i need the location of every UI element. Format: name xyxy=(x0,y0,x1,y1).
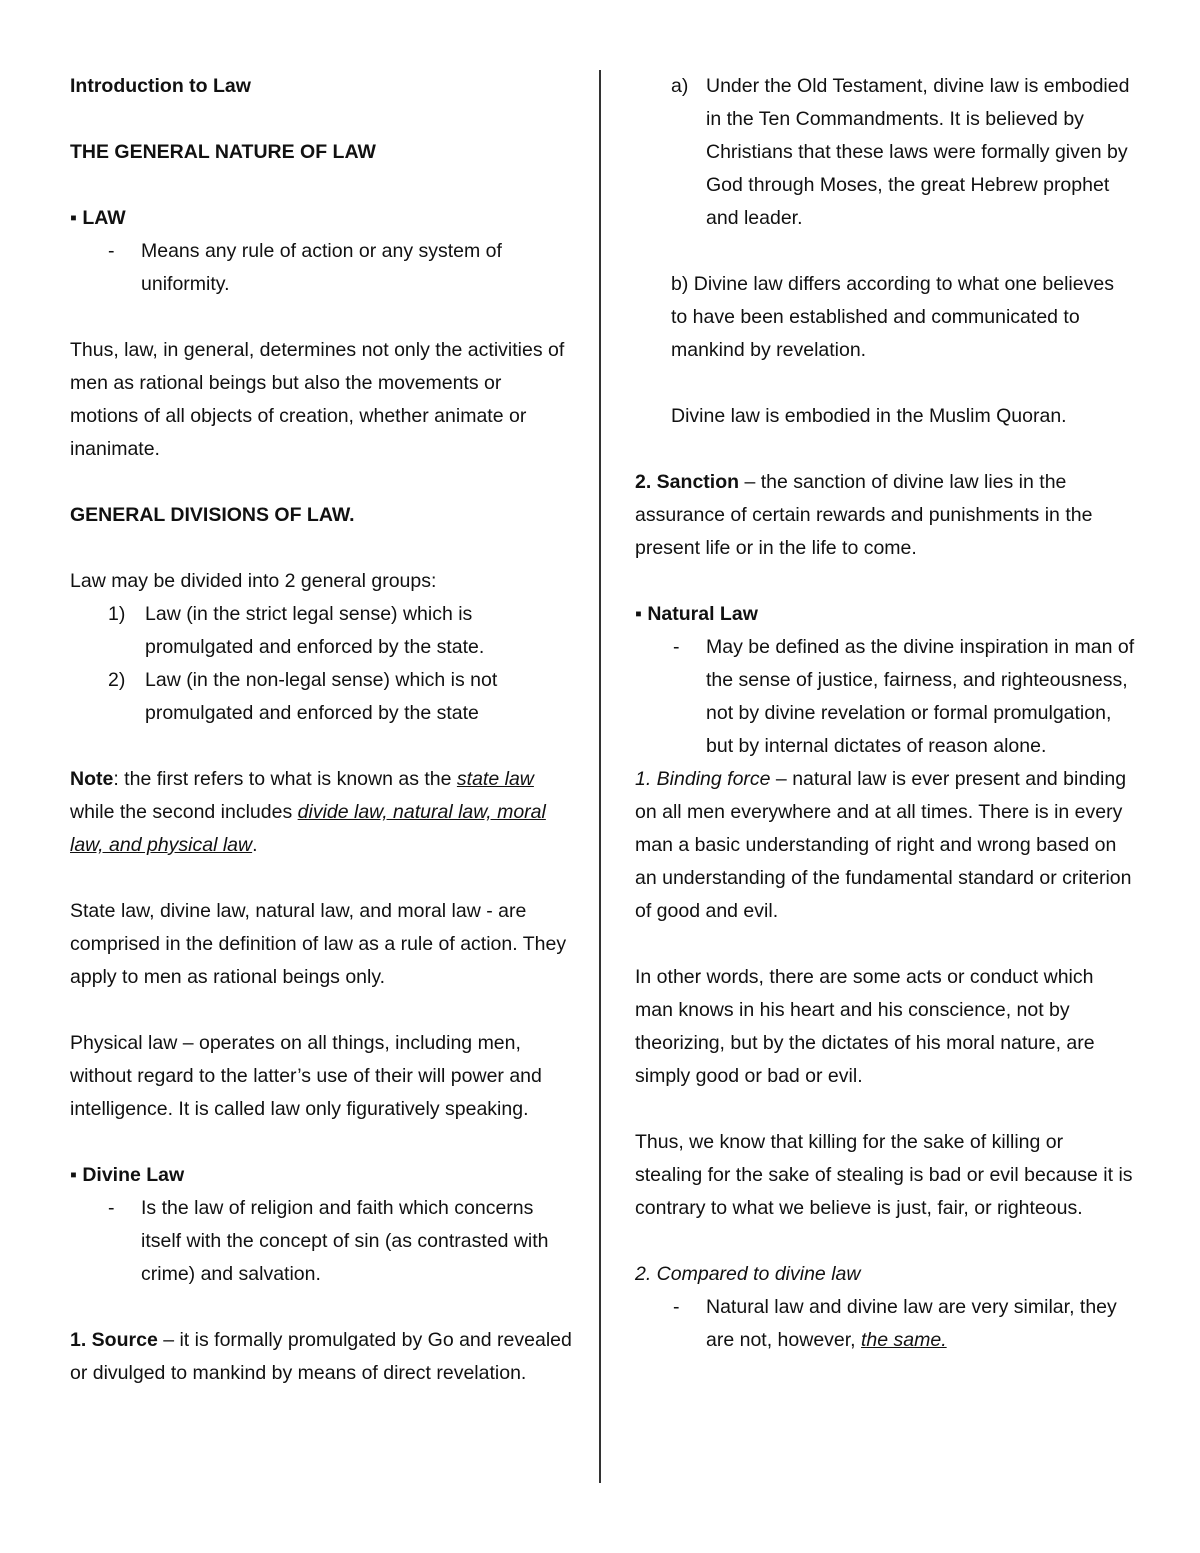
list-number: 2) xyxy=(108,669,126,691)
natural-law-bullet-heading: ▪ Natural Law xyxy=(635,603,758,625)
divine-law-bullet-heading: ▪ Divine Law xyxy=(70,1164,185,1186)
compared-underlined: the same. xyxy=(861,1329,947,1351)
sanction-text: – the sanction of divine law lies in the assurance of certain rewards and punishments in the present life or in the life to come. xyxy=(635,471,1093,559)
dash-marker: - xyxy=(108,1197,115,1219)
note-other-laws: divide law, natural law, moral law, and physical law xyxy=(70,801,546,856)
note-colon: : xyxy=(113,768,119,790)
compared-definition xyxy=(635,1291,1135,1357)
list-text: Law (in the non-legal sense) which is not promulgated and enforced by the state xyxy=(145,669,498,724)
source-paragraph xyxy=(70,1324,575,1390)
note-label: Note xyxy=(70,768,114,790)
note-end: . xyxy=(252,834,258,856)
document-title: Introduction to Law xyxy=(70,75,251,97)
section-heading-general-nature: THE GENERAL NATURE OF LAW xyxy=(70,141,376,163)
dash-marker: - xyxy=(108,240,115,262)
thus-paragraph: Thus, law, in general, determines not only the activities of men as rational beings but also the movements or motions of all objects of creation, whether animate or inanimate. xyxy=(70,339,565,460)
compared-heading: 2. Compared to divine law xyxy=(635,1263,861,1285)
left-column xyxy=(70,70,575,1390)
column-divider xyxy=(599,70,601,1483)
list-number: 1) xyxy=(108,603,126,625)
killing-paragraph: Thus, we know that killing for the sake of killing or stealing for the sake of stealing is bad or evil because it is contrary to what we believe is just, fair, or righteous. xyxy=(635,1131,1133,1219)
compared-text: Natural law and divine law are very similar, they are not, however, xyxy=(706,1296,1117,1351)
other-words-paragraph: In other words, there are some acts or conduct which man knows in his heart and his conscience, not by theorizing, but by the dictates of his moral nature, are simply good or bad or evil. xyxy=(635,966,1095,1087)
law-definition-text: Means any rule of action or any system of uniformity. xyxy=(141,240,502,295)
law-definition xyxy=(70,235,575,301)
natural-law-definition xyxy=(635,631,1135,763)
divine-law-definition xyxy=(70,1192,575,1291)
list-item xyxy=(70,598,575,664)
dash-marker: - xyxy=(673,1296,680,1318)
divine-law-definition-text: Is the law of religion and faith which concerns itself with the concept of sin (as contrasted with crime) and salvation. xyxy=(141,1197,549,1285)
right-column xyxy=(635,70,1135,1357)
natural-law-definition-text: May be defined as the divine inspiration in man of the sense of justice, fairness, and righteousness, not by divine revelation or formal promulgation, but by internal dictates of reason alone. xyxy=(706,636,1135,757)
note-paragraph xyxy=(70,763,575,862)
note-text-2: while the second includes xyxy=(70,801,298,823)
list-item-a xyxy=(635,70,1135,235)
binding-force-label: 1. Binding force xyxy=(635,768,771,790)
list-text: Law (in the strict legal sense) which is promulgated and enforced by the state. xyxy=(145,603,485,658)
note-state-law: state law xyxy=(456,768,534,790)
physical-law-paragraph: Physical law – operates on all things, including men, without regard to the latter’s use of their will power and intelligence. It is called law only figuratively speaking. xyxy=(70,1032,542,1120)
quoran-paragraph: Divine law is embodied in the Muslim Quoran. xyxy=(671,405,1067,427)
sanction-paragraph xyxy=(635,466,1135,565)
section-heading-divisions: GENERAL DIVISIONS OF LAW. xyxy=(70,504,355,526)
source-text: – it is formally promulgated by Go and revealed or divulged to mankind by means of direct revelation. xyxy=(70,1329,572,1384)
binding-force-paragraph xyxy=(635,763,1135,928)
source-label: 1. Source xyxy=(70,1329,158,1351)
divided-intro: Law may be divided into 2 general groups: xyxy=(70,570,437,592)
list-text: Under the Old Testament, divine law is embodied in the Ten Commandments. It is believed by Christians that these laws were formally given by God through Moses, the great Hebrew prophet and leader. xyxy=(706,75,1130,229)
note-text-1: the first refers to what is known as the xyxy=(118,768,457,790)
sanction-label: 2. Sanction xyxy=(635,471,740,493)
binding-force-text: – natural law is ever present and binding on all men everywhere and at all times. There is in every man a basic understanding of right and wrong based on an understanding of the fundamental standard or criterion of good and evil. xyxy=(635,768,1132,922)
list-item xyxy=(70,664,575,730)
list-letter: a) xyxy=(671,75,689,97)
list-item-b: b) Divine law differs according to what one believes to have been established and communicated to mankind by revelation. xyxy=(671,273,1114,361)
dash-marker: - xyxy=(673,636,680,658)
state-law-paragraph: State law, divine law, natural law, and moral law - are comprised in the definition of law as a rule of action. They apply to men as rational beings only. xyxy=(70,900,567,988)
law-bullet-heading: ▪ LAW xyxy=(70,207,126,229)
